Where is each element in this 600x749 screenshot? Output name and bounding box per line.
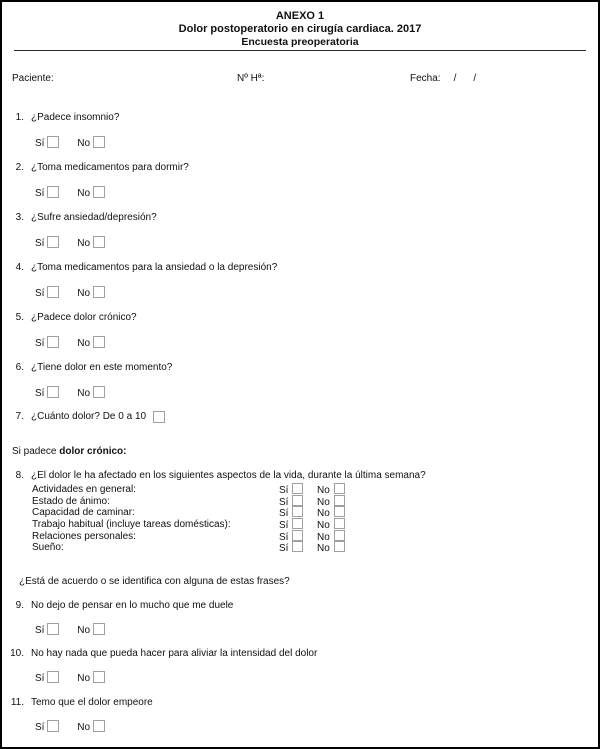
question-4-answers — [2, 286, 598, 300]
question-2-text: ¿Toma medicamentos para dormir? — [31, 162, 189, 173]
date-field — [410, 73, 476, 85]
q2-no-label: No — [77, 188, 91, 199]
q1-yes-checkbox[interactable] — [47, 136, 59, 148]
q8-item-6-yes-checkbox[interactable] — [292, 541, 303, 552]
q8-item-6-no-label: No — [317, 543, 330, 555]
q8-item-5-yes-label: Sí — [279, 531, 289, 543]
q8-item-3-no-checkbox[interactable] — [334, 506, 345, 517]
question-3-number: 3. — [15, 212, 24, 223]
q8-item-3-no-label: No — [317, 508, 330, 520]
q8-item-2-no-label: No — [317, 496, 330, 508]
q4-no-label: No — [77, 288, 91, 299]
q8-item-relationships-label: Relaciones personales: — [32, 530, 136, 542]
q5-no-checkbox[interactable] — [93, 336, 105, 348]
question-3-text: ¿Sufre ansiedad/depresión? — [31, 212, 157, 223]
q6-no-label: No — [77, 388, 91, 399]
question-11-number: 11. — [10, 697, 24, 708]
question-6 — [2, 362, 598, 374]
question-7-text: ¿Cuánto dolor? De 0 a 10 — [31, 411, 147, 422]
q3-yes-label: Sí — [35, 238, 45, 249]
question-8-number: 8. — [15, 470, 24, 481]
q9-yes-checkbox[interactable] — [47, 623, 59, 635]
question-9 — [2, 600, 598, 612]
q8-item-work-label: Trabajo habitual (incluye tareas domésticas): — [32, 519, 231, 531]
q8-item-4-yes-checkbox[interactable] — [292, 518, 303, 529]
q11-yes-label: Sí — [35, 722, 45, 733]
q8-item-6-no-checkbox[interactable] — [334, 541, 345, 552]
q8-item-3-yes-label: Sí — [279, 508, 289, 520]
q8-item-5-no-checkbox[interactable] — [334, 530, 345, 541]
question-9-number: 9. — [15, 600, 24, 611]
question-6-text: ¿Tiene dolor en este momento? — [31, 362, 173, 373]
q8-item-sleep-label: Sueño: — [32, 542, 64, 554]
q8-item-1-yes-label: Sí — [279, 485, 289, 496]
question-10-number: 10. — [10, 648, 24, 659]
q8-item-activities-label: Actividades en general: — [32, 484, 136, 495]
question-1-number: 1. — [15, 112, 24, 123]
q8-item-walking-label: Capacidad de caminar: — [32, 507, 135, 519]
survey-subtitle: Encuesta preoperatoria — [241, 36, 359, 48]
question-5-number: 5. — [15, 312, 24, 323]
q10-no-checkbox[interactable] — [93, 671, 105, 683]
question-6-number: 6. — [15, 362, 24, 373]
q9-yes-label: Sí — [35, 625, 45, 636]
question-3 — [2, 212, 598, 224]
q3-yes-checkbox[interactable] — [47, 236, 59, 248]
q10-yes-label: Sí — [35, 673, 45, 684]
q9-no-label: No — [77, 625, 91, 636]
question-10-text: No hay nada que pueda hacer para aliviar la intensidad del dolor — [31, 648, 318, 659]
header-fields — [2, 73, 598, 87]
question-6-answers — [2, 386, 598, 400]
question-9-text: No dejo de pensar en lo mucho que me duele — [31, 600, 234, 611]
q11-yes-checkbox[interactable] — [47, 720, 59, 732]
q11-no-label: No — [77, 722, 91, 733]
question-2 — [2, 162, 598, 174]
question-10 — [2, 648, 598, 660]
q4-yes-checkbox[interactable] — [47, 286, 59, 298]
date-slash-1: / — [453, 73, 457, 84]
question-4-text: ¿Toma medicamentos para la ansiedad o la depresión? — [31, 262, 278, 273]
q8-item-1-no-label: No — [317, 485, 330, 496]
study-title: Dolor postoperatorio en cirugía cardiaca. 2017 — [178, 23, 422, 35]
date-label: Fecha: — [410, 73, 441, 84]
q8-item-mood-label: Estado de ánimo: — [32, 495, 110, 507]
q8-item-3-yes-checkbox[interactable] — [292, 506, 303, 517]
phrases-intro: ¿Está de acuerdo o se identifica con alguna de estas frases? — [19, 576, 290, 587]
q9-no-checkbox[interactable] — [93, 623, 105, 635]
q8-item-4-no-label: No — [317, 520, 330, 532]
q8-item-1-yes-checkbox[interactable] — [292, 483, 303, 494]
question-5-text: ¿Padece dolor crónico? — [31, 312, 137, 323]
q3-no-label: No — [77, 238, 91, 249]
question-5-answers — [2, 336, 598, 350]
q3-no-checkbox[interactable] — [93, 236, 105, 248]
q5-no-label: No — [77, 338, 91, 349]
q8-item-6-yes-label: Sí — [279, 543, 289, 555]
question-1-answers — [2, 136, 598, 150]
q11-no-checkbox[interactable] — [93, 720, 105, 732]
patient-label: Paciente: — [12, 73, 54, 84]
header-divider — [14, 50, 586, 51]
q8-item-2-yes-label: Sí — [279, 496, 289, 508]
q8-item-5-no-label: No — [317, 531, 330, 543]
question-7 — [2, 411, 598, 423]
question-4-number: 4. — [15, 262, 24, 273]
question-3-answers — [2, 236, 598, 250]
question-11-answers — [2, 720, 598, 734]
record-number-label: Nº Hª: — [237, 73, 265, 84]
q8-item-2-yes-checkbox[interactable] — [292, 495, 303, 506]
q1-no-checkbox[interactable] — [93, 136, 105, 148]
q10-yes-checkbox[interactable] — [47, 671, 59, 683]
question-2-answers — [2, 186, 598, 200]
q6-yes-label: Sí — [35, 388, 45, 399]
q10-no-label: No — [77, 673, 91, 684]
question-9-answers — [2, 623, 598, 637]
q7-pain-score-box[interactable] — [153, 411, 165, 423]
q8-item-4-no-checkbox[interactable] — [334, 518, 345, 529]
q2-yes-checkbox[interactable] — [47, 186, 59, 198]
question-8 — [2, 470, 598, 482]
section-prefix: Si padece — [12, 446, 60, 457]
question-8-text: ¿El dolor le ha afectado en los siguientes aspectos de la vida, durante la última semana? — [31, 470, 426, 481]
question-11-text: Temo que el dolor empeore — [31, 697, 153, 708]
question-7-number: 7. — [15, 411, 24, 422]
question-1 — [2, 112, 598, 124]
question-4 — [2, 262, 598, 274]
q8-item-2-no-checkbox[interactable] — [334, 495, 345, 506]
q4-no-checkbox[interactable] — [93, 286, 105, 298]
q2-yes-label: Sí — [35, 188, 45, 199]
question-10-answers — [2, 671, 598, 685]
chronic-pain-section-header — [2, 446, 598, 458]
q1-no-label: No — [77, 138, 91, 149]
q8-item-sleep — [32, 542, 598, 554]
date-slash-2: / — [473, 73, 477, 84]
question-11 — [2, 697, 598, 709]
q8-item-5-yes-checkbox[interactable] — [292, 530, 303, 541]
q4-yes-label: Sí — [35, 288, 45, 299]
q5-yes-checkbox[interactable] — [47, 336, 59, 348]
question-5 — [2, 312, 598, 324]
q6-no-checkbox[interactable] — [93, 386, 105, 398]
question-8-items — [32, 484, 598, 554]
q6-yes-checkbox[interactable] — [47, 386, 59, 398]
annex-title: ANEXO 1 — [275, 10, 325, 22]
question-1-text: ¿Padece insomnio? — [31, 112, 120, 123]
q1-yes-label: Sí — [35, 138, 45, 149]
q5-yes-label: Sí — [35, 338, 45, 349]
q8-item-4-yes-label: Sí — [279, 520, 289, 532]
section-bold-text: dolor crónico: — [59, 446, 127, 457]
question-2-number: 2. — [15, 162, 24, 173]
q2-no-checkbox[interactable] — [93, 186, 105, 198]
q8-item-1-no-checkbox[interactable] — [334, 483, 345, 494]
